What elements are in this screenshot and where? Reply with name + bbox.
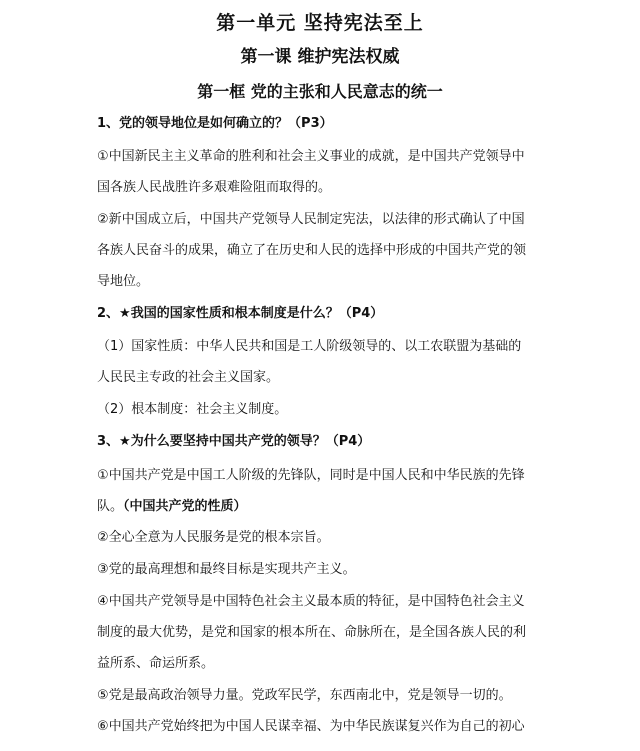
answer-line: ⑥中国共产党始终把为中国人民谋幸福、为中华民族谋复兴作为自己的初心 <box>97 719 525 734</box>
answer-line <box>97 495 247 514</box>
answer-line: ④中国共产党领导是中国特色社会主义最本质的特征，是中国特色社会主义 <box>97 594 525 609</box>
answer-line: ②全心全意为人民服务是党的根本宗旨。 <box>97 530 330 545</box>
answer-line: 国各族人民战胜许多艰难险阻而取得的。 <box>97 180 332 195</box>
answer-line: 人民民主专政的社会主义国家。 <box>97 370 280 385</box>
answer-line: 导地位。 <box>97 274 150 289</box>
party-nature-note: （中国共产党的性质） <box>123 499 247 514</box>
answer-line: 制度的最大优势，是党和国家的根本所在、命脉所在，是全国各族人民的利 <box>97 625 527 640</box>
question-2-heading: 2、★我国的国家性质和根本制度是什么？（P4） <box>97 306 384 321</box>
answer-line: ⑤党是最高政治领导力量。党政军民学，东西南北中，党是领导一切的。 <box>97 688 512 703</box>
question-3-heading: 3、★为什么要坚持中国共产党的领导？（P4） <box>97 434 371 449</box>
unit-title: 第一单元 坚持宪法至上 <box>216 12 424 34</box>
answer-line: ②新中国成立后，中国共产党领导人民制定宪法，以法律的形式确认了中国 <box>97 212 525 227</box>
answer-line: 益所系、命运所系。 <box>97 656 215 671</box>
answer-line: ①中国共产党是中国工人阶级的先锋队，同时是中国人民和中华民族的先锋 <box>97 468 525 483</box>
answer-line: （2）根本制度：社会主义制度。 <box>97 402 288 417</box>
answer-line: （1）国家性质：中华人民共和国是工人阶级领导的、以工农联盟为基础的 <box>97 339 522 354</box>
answer-line: ①中国新民主主义革命的胜利和社会主义事业的成就，是中国共产党领导中 <box>97 149 525 164</box>
question-1-heading: 1、党的领导地位是如何确立的？（P3） <box>97 116 333 131</box>
lesson-title: 第一课 维护宪法权威 <box>240 47 400 67</box>
answer-text: 队。 <box>97 499 124 514</box>
answer-line: 各族人民奋斗的成果，确立了在历史和人民的选择中形成的中国共产党的领 <box>97 243 527 258</box>
section-title: 第一框 党的主张和人民意志的统一 <box>197 82 443 101</box>
answer-line: ③党的最高理想和最终目标是实现共产主义。 <box>97 562 356 577</box>
